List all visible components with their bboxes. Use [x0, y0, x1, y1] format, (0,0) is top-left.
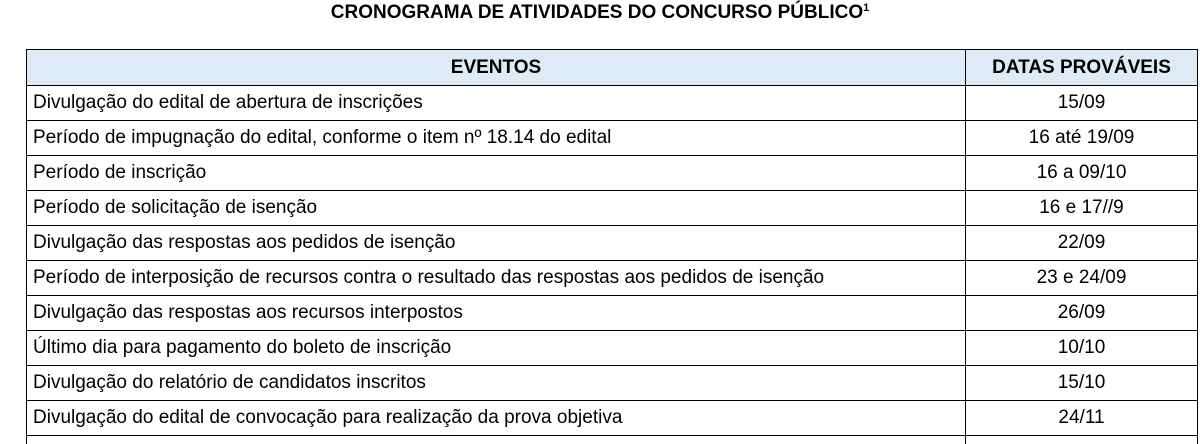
table-row: [27, 296, 1198, 331]
date-cell: 16 até 19/09: [966, 121, 1198, 156]
event-cell: Período de inscrição: [27, 156, 966, 191]
table-row: [27, 121, 1198, 156]
schedule-table: [26, 49, 1198, 444]
document-title-text: CRONOGRAMA DE ATIVIDADES DO CONCURSO PÚBLICO: [331, 2, 863, 23]
table-row: [27, 86, 1198, 121]
column-header-events: EVENTOS: [27, 50, 966, 86]
event-cell: Divulgação das respostas aos pedidos de isenção: [27, 226, 966, 261]
column-header-dates: DATAS PROVÁVEIS: [966, 50, 1198, 86]
event-cell: Divulgação do edital de abertura de inscrições: [27, 86, 966, 121]
table-row: [27, 401, 1198, 436]
event-cell: Período de impugnação do edital, conforme o item nº 18.14 do edital: [27, 121, 966, 156]
event-cell: Último dia para pagamento do boleto de inscrição: [27, 331, 966, 366]
table-row: [27, 226, 1198, 261]
table-row: [27, 366, 1198, 401]
date-cell: 16 e 17//9: [966, 191, 1198, 226]
date-cell: 15/10: [966, 366, 1198, 401]
event-cell: Período de solicitação de isenção: [27, 191, 966, 226]
event-cell: Divulgação do relatório de candidatos inscritos: [27, 366, 966, 401]
date-cell: 23 e 24/09: [966, 261, 1198, 296]
table-row-partial: [27, 436, 1198, 444]
table-row: [27, 191, 1198, 226]
event-cell: Período de interposição de recursos contra o resultado das respostas aos pedidos de isenção: [27, 261, 966, 296]
date-cell: 24/11: [966, 401, 1198, 436]
document-title: [0, 2, 1200, 24]
title-footnote-marker: 1: [863, 2, 869, 14]
table-header-row: [27, 50, 1198, 86]
table-row: [27, 261, 1198, 296]
table-row: [27, 156, 1198, 191]
table-row: [27, 331, 1198, 366]
date-cell-empty: [966, 436, 1198, 444]
event-cell: Divulgação das respostas aos recursos interpostos: [27, 296, 966, 331]
date-cell: 16 a 09/10: [966, 156, 1198, 191]
date-cell: 22/09: [966, 226, 1198, 261]
date-cell: 10/10: [966, 331, 1198, 366]
event-cell-empty: [27, 436, 966, 444]
event-cell: Divulgação do edital de convocação para realização da prova objetiva: [27, 401, 966, 436]
date-cell: 26/09: [966, 296, 1198, 331]
date-cell: 15/09: [966, 86, 1198, 121]
